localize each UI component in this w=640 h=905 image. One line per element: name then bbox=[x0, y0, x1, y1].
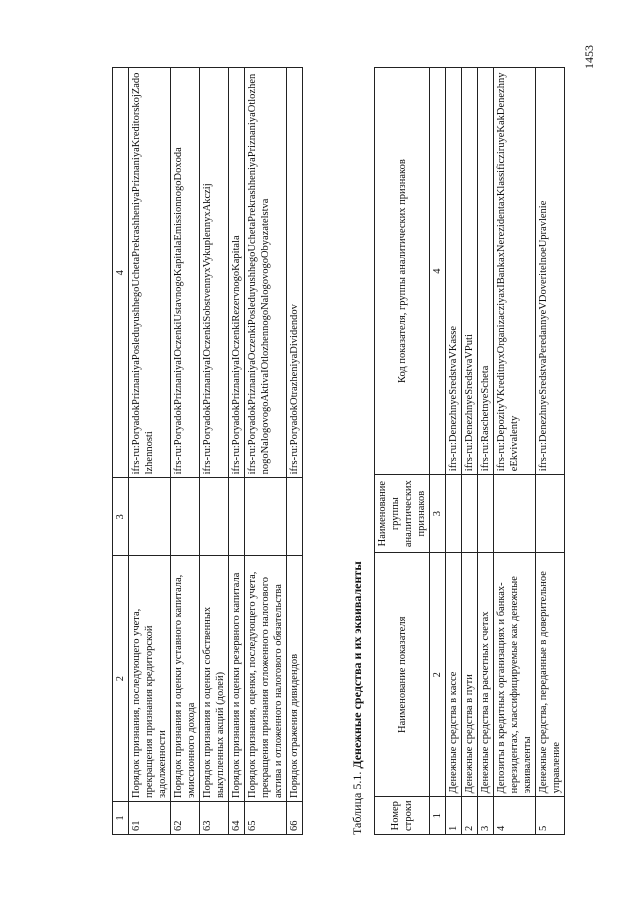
row-number: 63 bbox=[200, 802, 229, 835]
indicator-code: ifrs-ru:PoryadokPriznaniyaOczenkiPosleduyushhegoUchetaPrekrashheniyaPriznaniyaOtlozhennogoNalogovogoAktivaIOtlozhennogoNalogovogoObyazatelstva bbox=[245, 68, 287, 478]
row-number: 4 bbox=[494, 797, 536, 835]
indicator-code: ifrs-ru:PoryadokPriznaniyaIOczenkiSobstvennyxVykuplennyxAkczij bbox=[200, 68, 229, 478]
row-number: 64 bbox=[229, 802, 245, 835]
col-number: 3 bbox=[113, 478, 129, 556]
indicator-name: Порядок признания, оценки, последующего учета, прекращения признания отложенного налогового актива и отложенного налогового обязательства bbox=[245, 556, 287, 802]
col-number: 1 bbox=[430, 797, 446, 835]
group-name bbox=[494, 475, 536, 553]
indicator-code: ifrs-ru:DenezhnyeSredstvaPeredannyeVDoveritelnoeUpravlenie bbox=[536, 68, 565, 475]
column-number-row bbox=[113, 68, 129, 835]
indicator-name: Порядок признания, последующего учета, прекращения признания кредиторской задолженности bbox=[129, 556, 171, 802]
indicator-name: Денежные средства в кассе bbox=[446, 553, 462, 797]
col-number: 4 bbox=[113, 68, 129, 478]
row-number: 61 bbox=[129, 802, 171, 835]
group-name bbox=[129, 478, 171, 556]
col-number: 2 bbox=[113, 556, 129, 802]
col-number: 1 bbox=[113, 802, 129, 835]
indicator-code: ifrs-ru:DenezhnyeSredstvaVPuti bbox=[462, 68, 478, 475]
column-header: Код показателя, группы аналитических признаков bbox=[375, 68, 430, 475]
row-number: 65 bbox=[245, 802, 287, 835]
indicator-code: ifrs-ru:RaschetnyeScheta bbox=[478, 68, 494, 475]
column-header: Номер строки bbox=[375, 797, 430, 835]
table-row bbox=[494, 68, 536, 835]
indicator-code: ifrs-ru:PoryadokOtrazheniyaDividendov bbox=[287, 68, 303, 478]
group-name bbox=[200, 478, 229, 556]
indicator-name: Депозиты в кредитных организациях и банках-нерезидентах, классифицируемые как денежные эквиваленты bbox=[494, 553, 536, 797]
indicator-name: Денежные средства в пути bbox=[462, 553, 478, 797]
indicator-code: ifrs-ru:PoryadokPriznaniyaIOczenkiRezervnogoKapitala bbox=[229, 68, 245, 478]
column-number-row bbox=[430, 68, 446, 835]
table-caption bbox=[350, 561, 365, 835]
group-name bbox=[462, 475, 478, 553]
table-row bbox=[200, 68, 229, 835]
group-name bbox=[287, 478, 303, 556]
group-name bbox=[478, 475, 494, 553]
indicator-code: ifrs-ru:PoryadokPriznaniyaIOczenkiUstavnogoKapitalaEmissionnogoDoxoda bbox=[171, 68, 200, 478]
col-number: 4 bbox=[430, 68, 446, 475]
group-name bbox=[536, 475, 565, 553]
column-header: Наименование группы аналитических признаков bbox=[375, 475, 430, 553]
row-number: 62 bbox=[171, 802, 200, 835]
row-number: 1 bbox=[446, 797, 462, 835]
row-number: 2 bbox=[462, 797, 478, 835]
row-number: 5 bbox=[536, 797, 565, 835]
table-row bbox=[129, 68, 171, 835]
row-number: 66 bbox=[287, 802, 303, 835]
group-name bbox=[171, 478, 200, 556]
caption-title: Денежные средства и их эквиваленты bbox=[350, 561, 364, 769]
col-number: 3 bbox=[430, 475, 446, 553]
table-row bbox=[171, 68, 200, 835]
table-row bbox=[462, 68, 478, 835]
table-row bbox=[229, 68, 245, 835]
row-number: 3 bbox=[478, 797, 494, 835]
column-header: Наименование показателя bbox=[375, 553, 430, 797]
table-row bbox=[478, 68, 494, 835]
indicator-code: ifrs-ru:DepozityVKreditnyxOrganizacziyaxIBankaxNerezidentaxKlassificziruyeKakDenezhnyeEkvivalenty bbox=[494, 68, 536, 475]
table-row bbox=[245, 68, 287, 835]
group-name bbox=[446, 475, 462, 553]
header-row bbox=[375, 68, 430, 835]
indicator-code: ifrs-ru:DenezhnyeSredstvaVKasse bbox=[446, 68, 462, 475]
indicator-name: Денежные средства, переданные в доверительное управление bbox=[536, 553, 565, 797]
indicator-name: Денежные средства на расчетных счетах bbox=[478, 553, 494, 797]
cash-equivalents-table bbox=[374, 67, 565, 835]
indicator-name: Порядок отражения дивидендов bbox=[287, 556, 303, 802]
group-name bbox=[229, 478, 245, 556]
caption-prefix: Таблица 5.1. bbox=[350, 771, 364, 835]
col-number: 2 bbox=[430, 553, 446, 797]
table-row bbox=[536, 68, 565, 835]
indicator-code: ifrs-ru:PoryadokPriznaniyaPosleduyushhegoUchetaPrekrashheniyaPriznaniyaKreditorskojZadolzhennosti bbox=[129, 68, 171, 478]
indicator-name: Порядок признания и оценки собственных выкупленных акций (долей) bbox=[200, 556, 229, 802]
group-name bbox=[245, 478, 287, 556]
table-continuation bbox=[112, 67, 303, 835]
table-row bbox=[446, 68, 462, 835]
table-row bbox=[287, 68, 303, 835]
indicator-name: Порядок признания и оценки резервного капитала bbox=[229, 556, 245, 802]
indicator-name: Порядок признания и оценки уставного капитала, эмиссионного дохода bbox=[171, 556, 200, 802]
page-number: 1453 bbox=[582, 45, 596, 69]
